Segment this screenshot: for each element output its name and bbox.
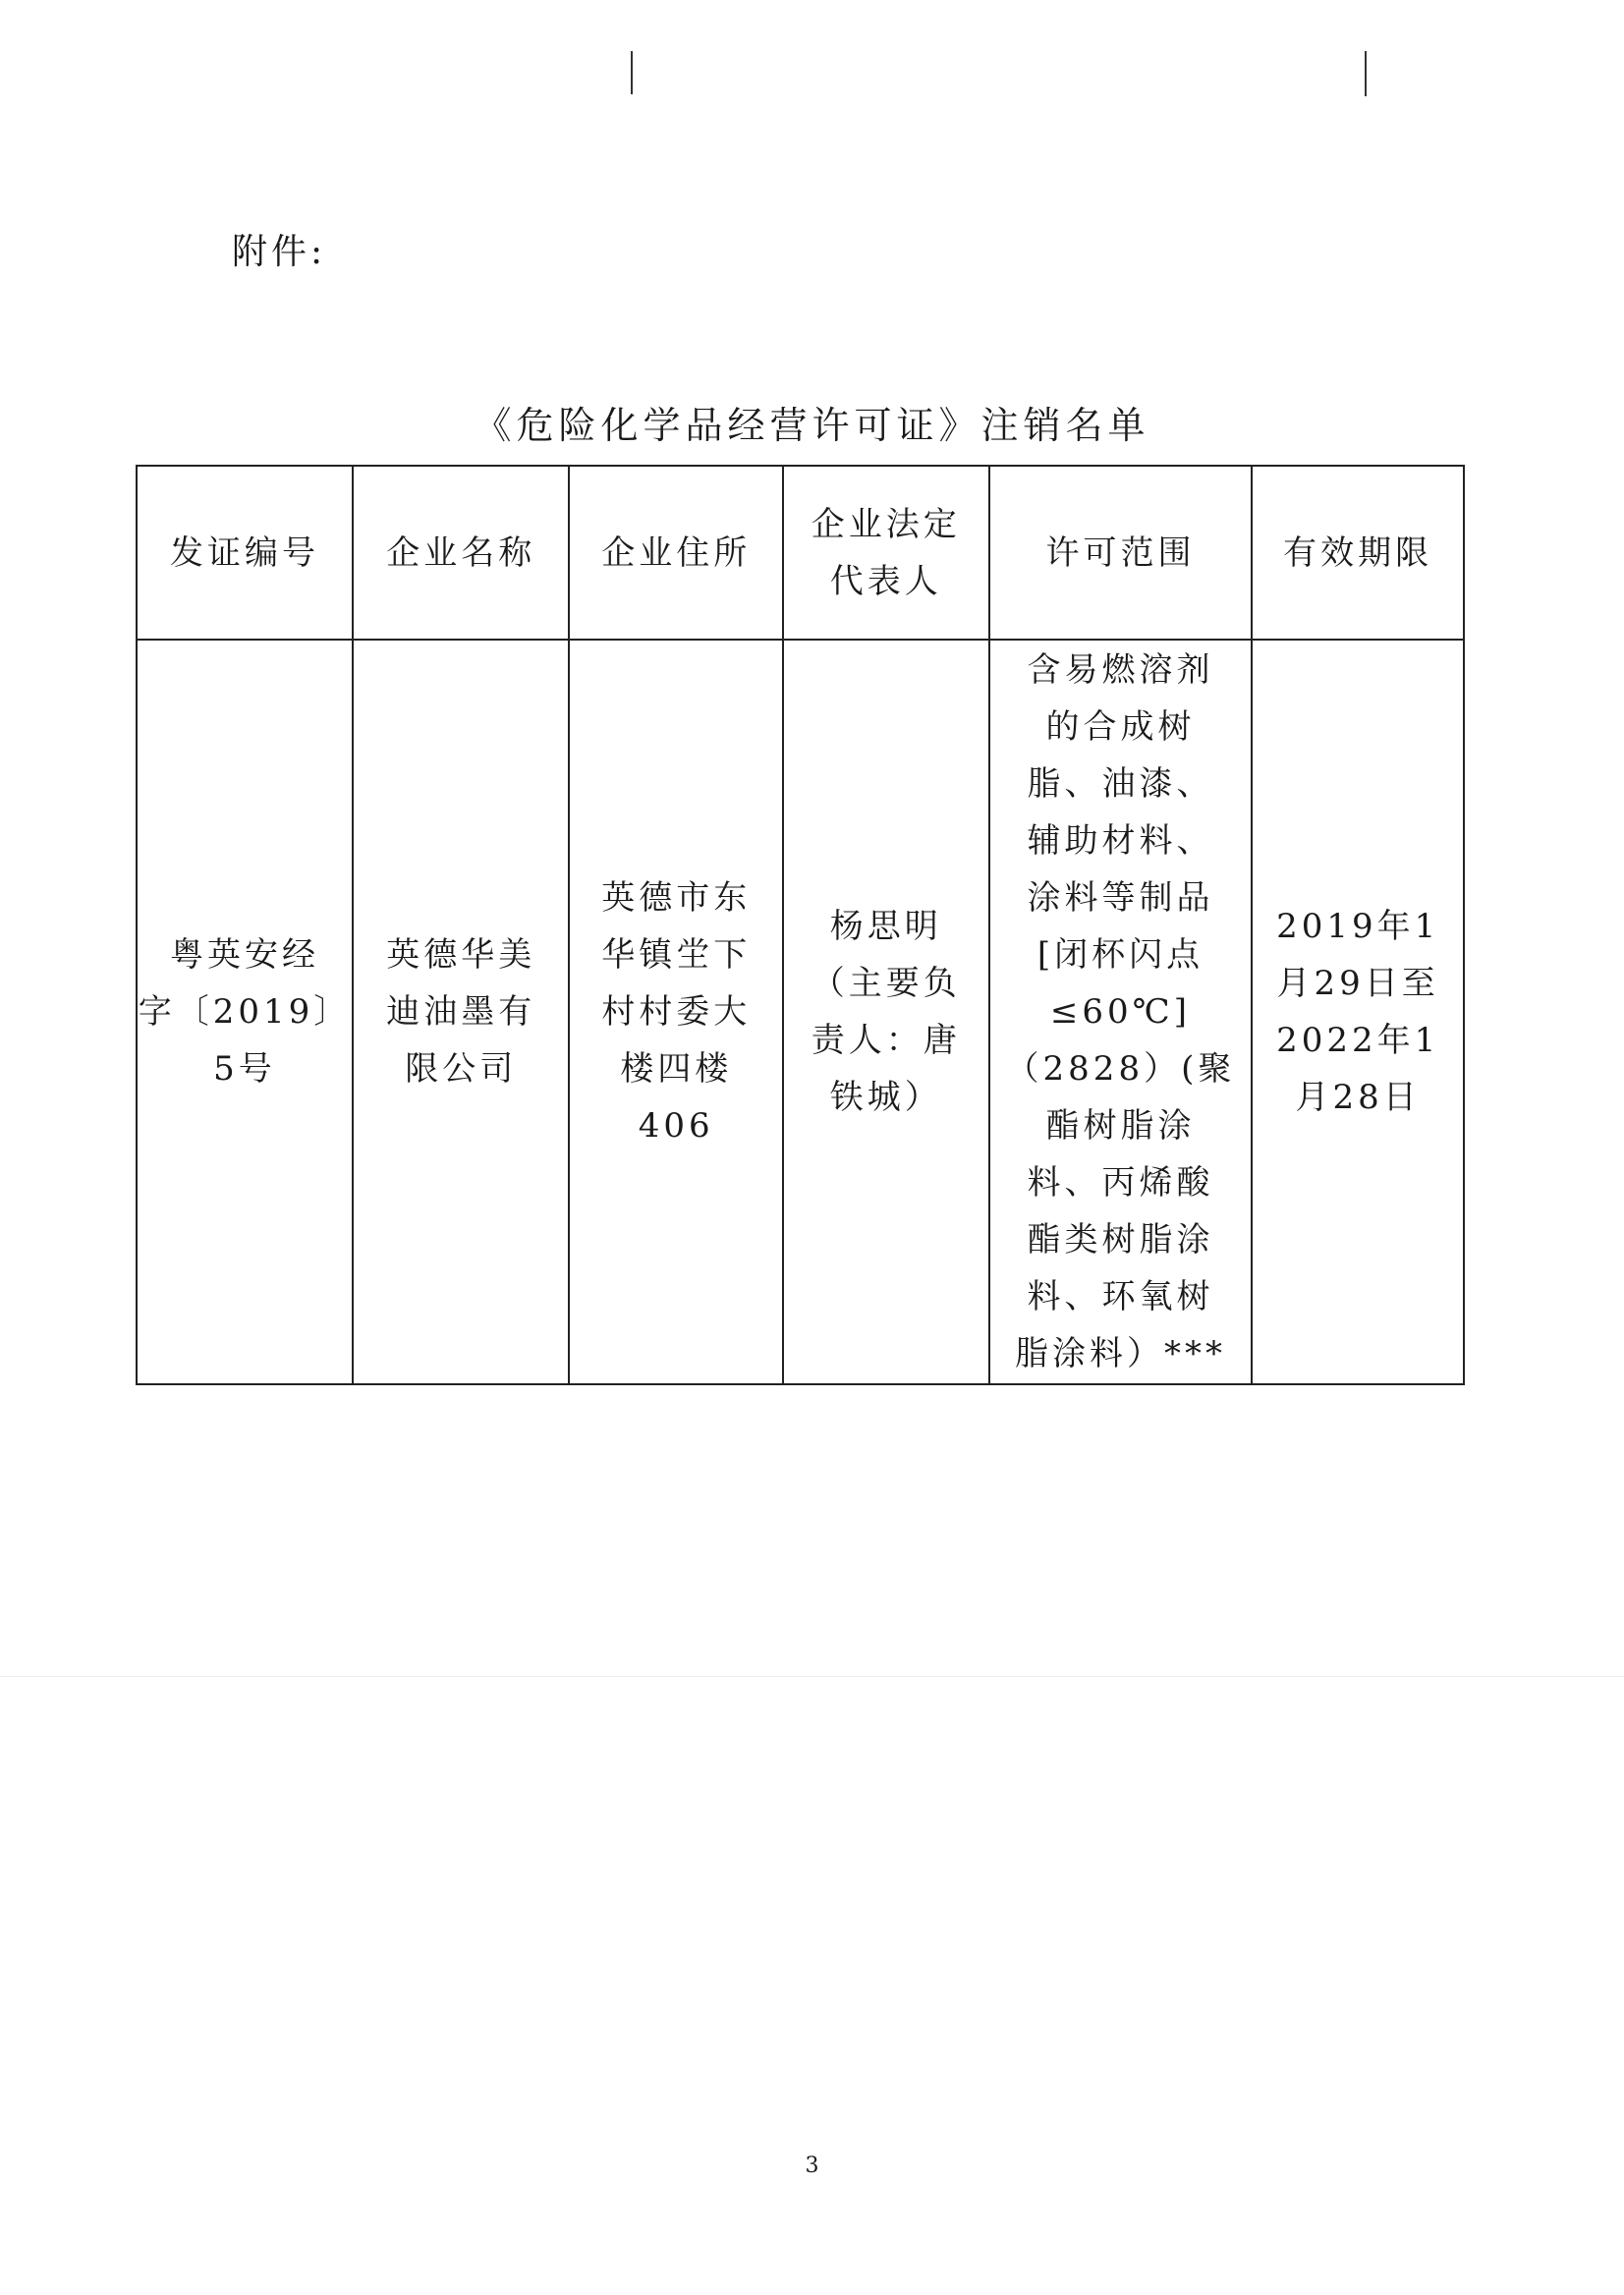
binding-mark: [631, 51, 633, 94]
cell-text-line: 村村委大: [601, 992, 752, 1032]
cell-text-line: 脂涂料）***: [1014, 1334, 1226, 1373]
table-cell: [1252, 640, 1464, 1384]
cell-text-line: 5号: [213, 1049, 276, 1089]
cell-text-line: 2019年1: [1276, 907, 1440, 946]
attachment-label: 附件:: [232, 232, 327, 272]
cell-text-line: 铁城）: [829, 1078, 942, 1117]
header-cell: [137, 466, 353, 640]
header-cell: [569, 466, 783, 640]
header-cell: [353, 466, 570, 640]
cell-text-line: 脂、油漆、: [1027, 764, 1214, 804]
table-row: [137, 640, 1464, 1384]
cell-text-line: 酯类树脂涂: [1027, 1220, 1214, 1259]
page-number: 3: [805, 2154, 819, 2178]
cell-text-line: 的合成树: [1045, 707, 1196, 747]
cell-text-line: 华镇坣下: [601, 935, 752, 975]
cell-text-line: 代表人: [829, 561, 942, 601]
table-cell: [353, 640, 570, 1384]
cell-text-line: 料、环氧树: [1027, 1277, 1214, 1316]
table-cell: [569, 640, 783, 1384]
cell-text-line: 许可范围: [1045, 532, 1196, 573]
cell-text-line: 英德华美: [386, 935, 536, 975]
cell-text-line: 2022年1: [1276, 1021, 1440, 1060]
cell-text-line: ≤60℃]: [1049, 992, 1191, 1032]
cell-text-line: 杨思明: [829, 907, 942, 946]
cell-text-line: 责人：唐: [811, 1021, 961, 1060]
cell-text-line: 楼四楼: [620, 1049, 733, 1089]
header-cell: [783, 466, 989, 640]
header-cell: [989, 466, 1253, 640]
table-cell: [783, 640, 989, 1384]
revocation-table: [136, 465, 1465, 1385]
cell-text-line: （2828）(聚: [1005, 1049, 1236, 1089]
header-cell: [1252, 466, 1464, 640]
cell-text-line: 英德市东: [601, 878, 752, 918]
cell-text-line: 酯树脂涂: [1045, 1106, 1196, 1146]
table-cell: [989, 640, 1253, 1384]
binding-mark: [1365, 51, 1367, 96]
scan-line: [0, 1676, 1624, 1677]
cell-text-line: [闭杯闪点: [1036, 935, 1204, 975]
table-cell: [137, 640, 353, 1384]
cell-text-line: 料、丙烯酸: [1027, 1163, 1214, 1203]
cell-text-line: 字〔2019〕: [138, 992, 352, 1032]
cell-text-line: 限公司: [405, 1049, 518, 1089]
cell-text-line: 月28日: [1295, 1078, 1421, 1117]
cell-text-line: （主要负: [811, 964, 961, 1003]
cell-text-line: 发证编号: [169, 532, 319, 573]
cell-text-line: 涂料等制品: [1027, 878, 1214, 918]
cell-text-line: 406: [638, 1106, 714, 1146]
document-title: 《危险化学品经营许可证》注销名单: [474, 404, 1150, 447]
cell-text-line: 迪油墨有: [386, 992, 536, 1032]
cell-text-line: 企业住所: [601, 532, 752, 573]
table-header-row: [137, 466, 1464, 640]
cell-text-line: 含易燃溶剂: [1027, 650, 1214, 690]
cell-text-line: 有效期限: [1283, 532, 1433, 573]
cell-text-line: 辅助材料、: [1027, 821, 1214, 861]
cell-text-line: 月29日至: [1276, 964, 1439, 1003]
cell-text-line: 企业名称: [386, 532, 536, 573]
cell-text-line: 企业法定: [811, 504, 961, 544]
cell-text-line: 粤英安经: [169, 935, 319, 975]
